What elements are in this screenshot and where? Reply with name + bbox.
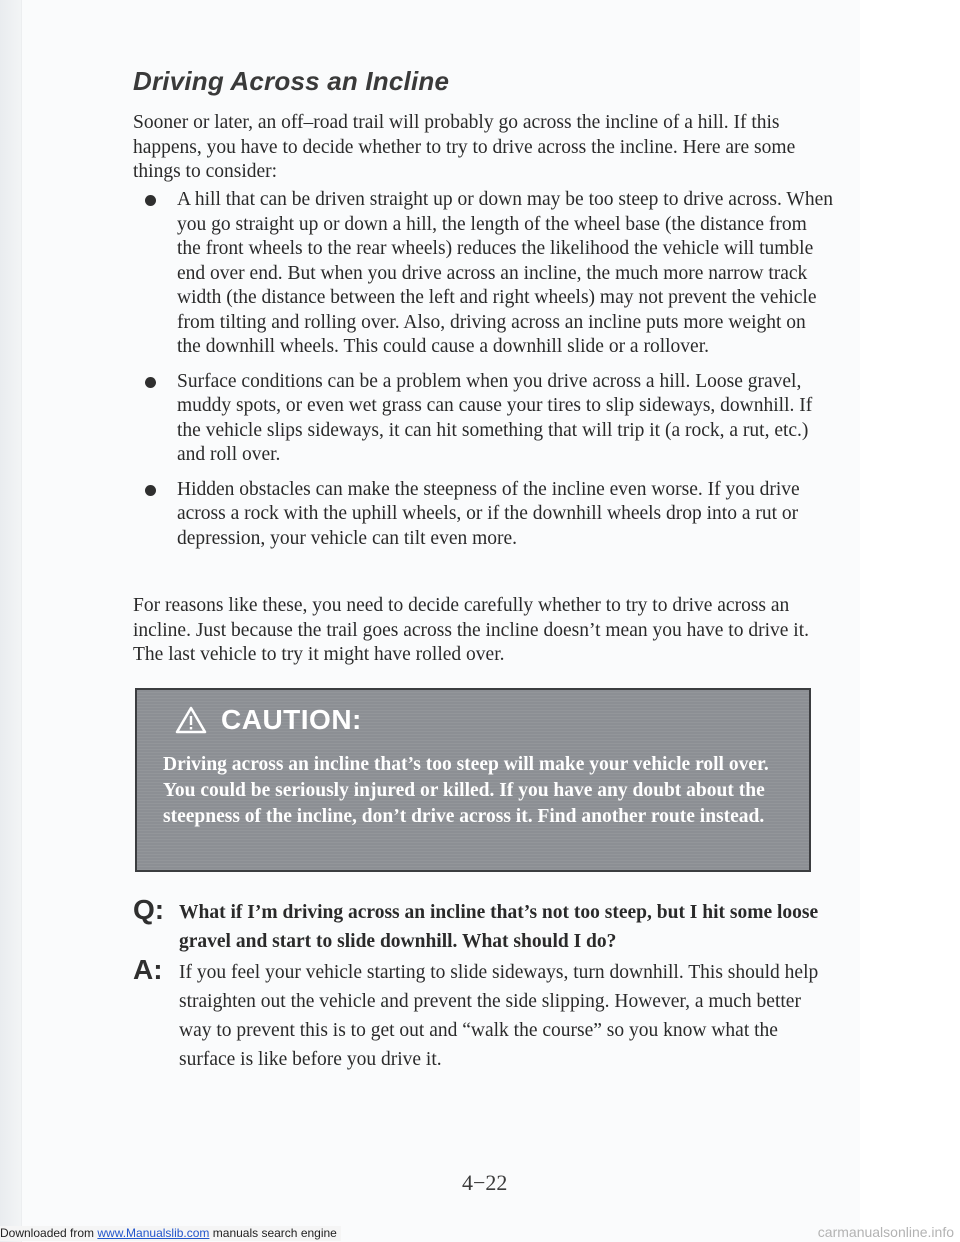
list-item-text: Hidden obstacles can make the steepness of the incline even worse. If you drive across a rock with the uphill wheels, or if the downhill wheels drop into a rut or depression, your vehicle can tilt even more. <box>177 478 800 549</box>
manualslib-link[interactable]: www.Manualslib.com <box>97 1226 210 1240</box>
bullet-icon <box>145 377 156 388</box>
left-binding-strip <box>0 0 22 1242</box>
answer-tag: A: <box>133 954 163 985</box>
caution-title: CAUTION: <box>221 704 362 735</box>
download-notice <box>0 1226 341 1241</box>
answer-text: If you feel your vehicle starting to slide sideways, turn downhill. This should help straighten out the vehicle and prevent the side slipping. However, a much better way to prevent this is to get out and “walk the course” so you know what the surface is like before you drive it. <box>179 962 819 1070</box>
caution-header <box>175 704 362 736</box>
section-heading: Driving Across an Incline <box>133 66 450 96</box>
caution-text: Driving across an incline that’s too steep will make your vehicle roll over. You could be seriously injured or killed. If you have any doubt about the steepness of the incline, don’t drive across it. Find another route instead. <box>163 754 769 827</box>
caution-box <box>135 688 811 872</box>
warning-triangle-icon <box>175 706 207 734</box>
footer <box>0 1224 960 1242</box>
question-text: What if I’m driving across an incline that’s not too steep, but I hit some loose gravel and start to slide downhill. What should I do? <box>179 902 819 952</box>
page-number: 4−22 <box>462 1170 508 1195</box>
list-item <box>133 370 833 468</box>
list-item-text: Surface conditions can be a problem when you drive across a hill. Loose gravel, muddy spots, or even wet grass can cause your tires to slip sideways, downhill. If the vehicle slips sideways, it can hit something that will trip it (a rock, a rut, etc.) and roll over. <box>177 370 813 465</box>
download-suffix: manuals search engine <box>209 1226 337 1240</box>
bullet-icon <box>145 485 156 496</box>
list-item-text: A hill that can be driven straight up or down may be too steep to drive across. When you go straight up or down a hill, the length of the wheel base (the distance from the front wheels to the rear wheels) reduces the likelihood the vehicle will tumble end over end. But when you drive across an incline, the much more narrow track width (the distance between the left and right wheels) may not prevent the vehicle from tilting and rolling over. Also, driving across an incline puts more weight on the downhill wheels. This could cause a downhill slide or a rollover. <box>177 189 833 357</box>
right-margin <box>860 0 960 1242</box>
question-tag: Q: <box>133 894 165 925</box>
closing-paragraph: For reasons like these, you need to decide carefully whether to try to drive across an incline. Just because the trail goes across the incline doesn’t mean you have to drive it. The last vehicle to try it might have rolled over. <box>133 595 809 665</box>
list-item <box>133 188 833 360</box>
consideration-list <box>133 188 833 561</box>
intro-paragraph: Sooner or later, an off–road trail will probably go across the incline of a hill. If this happens, you have to decide whether to try to drive across the incline. Here are some things to consider: <box>133 112 796 182</box>
download-prefix: Downloaded from <box>0 1226 98 1240</box>
bullet-icon <box>145 195 156 206</box>
list-item <box>133 478 833 552</box>
watermark-text: carmanualsonline.info <box>817 1224 954 1240</box>
